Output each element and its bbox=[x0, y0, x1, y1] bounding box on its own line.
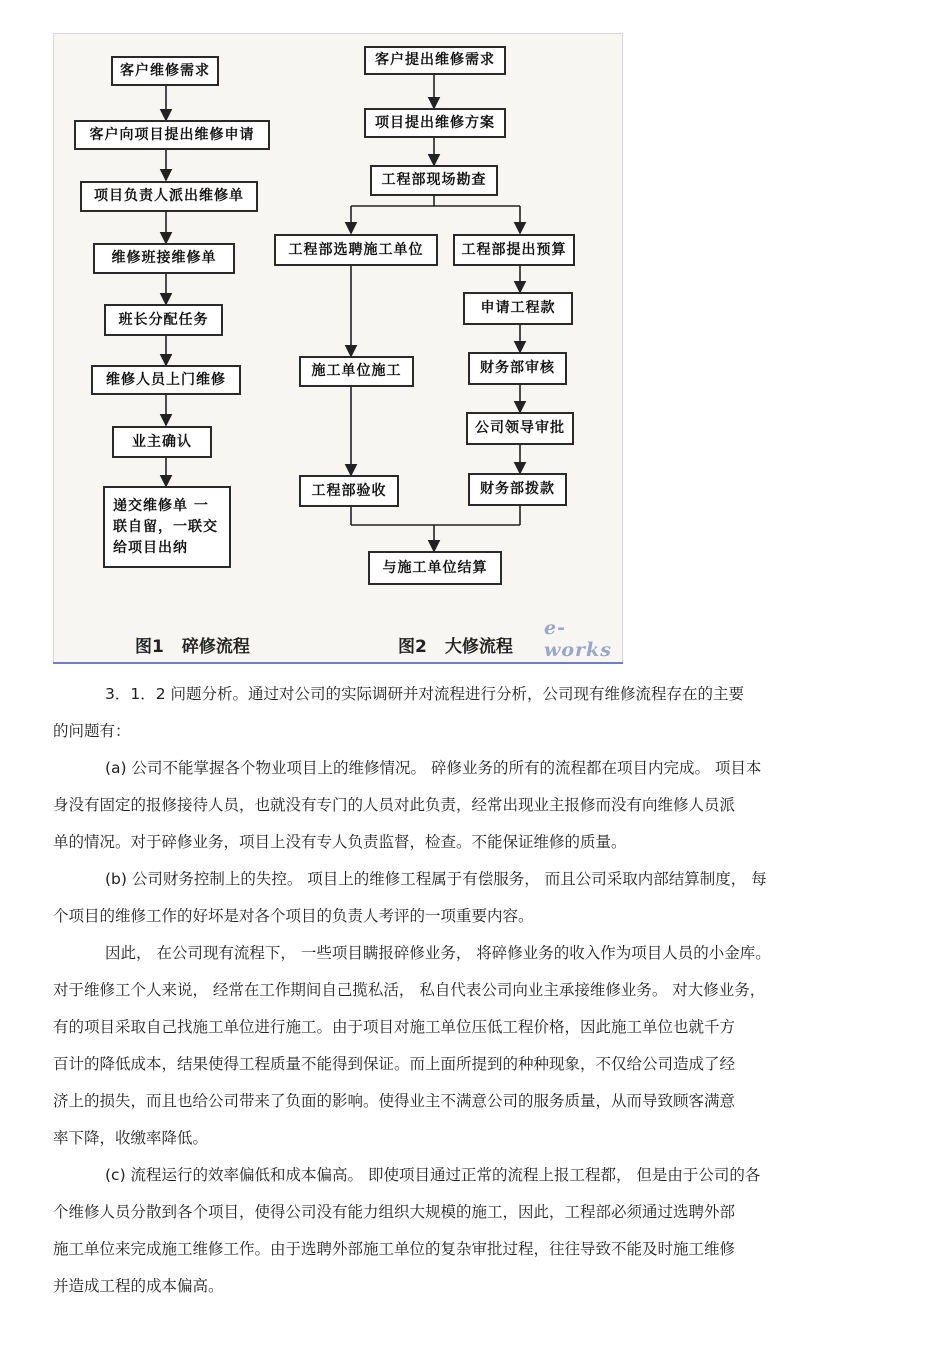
text-line: (b) 公司财务控制上的失控。 项目上的维修工程属于有偿服务， 而且公司采取内部结算制度， 每 bbox=[105, 870, 767, 888]
figure-1-number: 图1 bbox=[135, 637, 164, 657]
branch-b-step-1: 工程部提出预算 bbox=[453, 234, 575, 266]
text-line: 个维修人员分散到各个项目，使得公司没有能力组织大规模的施工，因此，工程部必须通过选聘外部 bbox=[53, 1203, 736, 1221]
branch-b-step-2: 申请工程款 bbox=[463, 292, 573, 325]
text-line: (c) 流程运行的效率偏低和成本偏高。 即使项目通过正常的流程上报工程都， 但是由于公司的各 bbox=[105, 1166, 761, 1184]
text-line: 因此， 在公司现有流程下， 一些项目瞒报碎修业务， 将碎修业务的收入作为项目人员的小金库。 bbox=[105, 944, 771, 962]
left-step-3: 项目负责人派出维修单 bbox=[80, 181, 258, 212]
left-step-5: 班长分配任务 bbox=[104, 304, 223, 336]
figure-1-caption bbox=[135, 632, 250, 657]
text-line: 对于维修工个人来说， 经常在工作期间自己揽私活， 私自代表公司向业主承接维修业务。 对大修业务， bbox=[53, 981, 766, 999]
flowchart-figure bbox=[53, 33, 623, 663]
body-text bbox=[53, 676, 913, 1305]
text-line: (a) 公司不能掌握各个物业项目上的维修情况。 碎修业务的所有的流程都在项目内完成。 项目本 bbox=[105, 759, 762, 777]
branch-b-step-3: 财务部审核 bbox=[468, 352, 567, 385]
text-line: 并造成工程的成本偏高。 bbox=[53, 1277, 224, 1295]
eworks-watermark: e-works bbox=[544, 617, 612, 661]
left-step-1: 客户维修需求 bbox=[111, 56, 219, 86]
text-line: 百计的降低成本，结果使得工程质量不能得到保证。而上面所提到的种种现象，不仅给公司造成了经 bbox=[53, 1055, 736, 1073]
branch-b-step-5: 财务部拨款 bbox=[468, 473, 567, 506]
text-line: 有的项目采取自己找施工单位进行施工。由于项目对施工单位压低工程价格，因此施工单位也就千方 bbox=[53, 1018, 736, 1036]
text-line: 率下降，收缴率降低。 bbox=[53, 1129, 209, 1147]
left-final-line-3: 给项目出纳 bbox=[113, 539, 188, 556]
text-line: 单的情况。对于碎修业务，项目上没有专人负责监督，检查。不能保证维修的质量。 bbox=[53, 833, 627, 851]
left-final-line-2: 联自留，一联交 bbox=[113, 518, 218, 535]
left-final-line-1: 递交维修单 一 bbox=[113, 497, 209, 514]
figure-2-caption bbox=[398, 632, 513, 657]
branch-a-step-3: 工程部验收 bbox=[299, 475, 399, 507]
text-line: 个项目的维修工作的好坏是对各个项目的负责人考评的一项重要内容。 bbox=[53, 907, 534, 925]
right-step-final: 与施工单位结算 bbox=[368, 551, 502, 585]
text-line: 3．1．2 问题分析。通过对公司的实际调研并对流程进行分析，公司现有维修流程存在的主要 bbox=[105, 685, 745, 703]
left-step-final bbox=[103, 486, 231, 568]
right-step-3: 工程部现场勘查 bbox=[370, 165, 498, 196]
branch-b-step-4: 公司领导审批 bbox=[466, 412, 574, 445]
text-line: 济上的损失，而且也给公司带来了负面的影响。使得业主不满意公司的服务质量，从而导致顾客满意 bbox=[53, 1092, 736, 1110]
text-line: 的问题有： bbox=[53, 722, 131, 740]
right-step-1: 客户提出维修需求 bbox=[364, 46, 506, 75]
text-line: 身没有固定的报修接待人员，也就没有专门的人员对此负责，经常出现业主报修而没有向维修人员派 bbox=[53, 796, 736, 814]
branch-a-step-2: 施工单位施工 bbox=[299, 356, 414, 387]
figure-bottom-rule bbox=[53, 662, 623, 664]
text-line: 施工单位来完成施工维修工作。由于选聘外部施工单位的复杂审批过程，往往导致不能及时施工维修 bbox=[53, 1240, 736, 1258]
right-step-2: 项目提出维修方案 bbox=[364, 108, 506, 138]
figure-2-number: 图2 bbox=[398, 637, 427, 657]
left-step-7: 业主确认 bbox=[112, 426, 212, 458]
figure-2-title: 大修流程 bbox=[444, 637, 513, 657]
figure-1-title: 碎修流程 bbox=[181, 637, 250, 657]
left-step-6: 维修人员上门维修 bbox=[91, 365, 241, 395]
left-step-4: 维修班接维修单 bbox=[93, 243, 235, 274]
branch-a-step-1: 工程部选聘施工单位 bbox=[274, 234, 438, 266]
left-step-2: 客户向项目提出维修申请 bbox=[74, 120, 270, 150]
